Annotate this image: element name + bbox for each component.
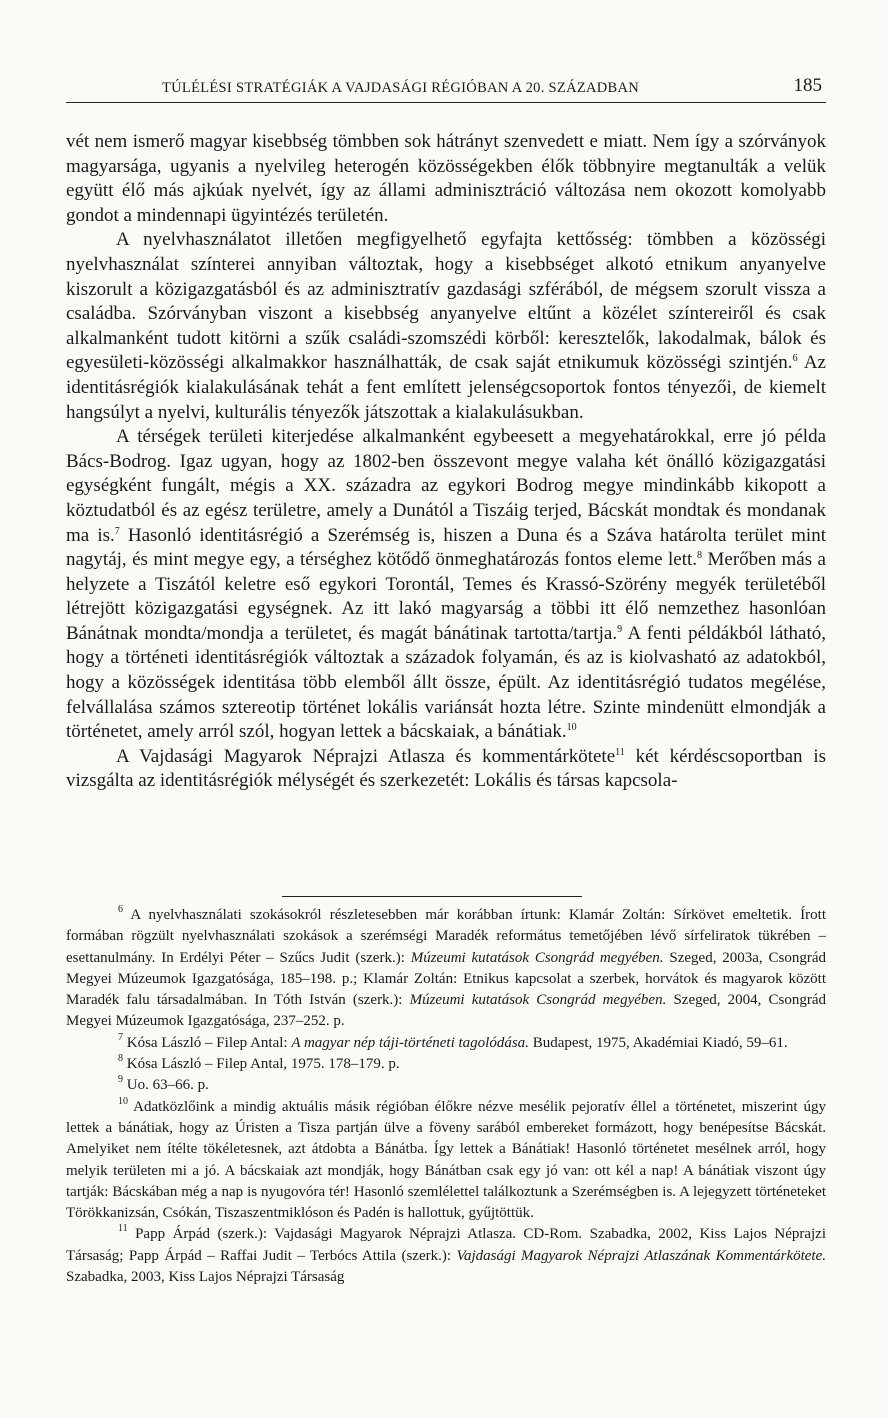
paragraph-3-text-a: A térségek területi kiterjedése alkalmanként egybeesett a megyehatárokkal, erre jó példa Bács-Bodrog. Igaz ugyan, hogy az 1802-ben összevont megye valaha két önálló közigazgatási egységként fungált, mégis a XX. századra az egykori Bodrog megye mindinkább kikopott a köztudatból és az egész területre, amely a Dunától a Tiszáig terjed, Bácskát mondtak és mondanak ma is.: [66, 426, 826, 546]
footnote-7: [66, 1033, 826, 1054]
page-number: 185: [793, 75, 822, 96]
footnote-8: [66, 1054, 826, 1075]
footnote-number: 7: [118, 1031, 123, 1043]
footnote-number: 6: [118, 904, 123, 915]
footnote-text: Papp Árpád (szerk.): Vajdasági Magyarok Néprajzi Atlasza. CD-Rom. Szabadka, 2002, Kiss Lajos Néprajzi Társaság; Papp Árpád – Raffai Judit – Terbócs Attila (szerk.):: [66, 1226, 826, 1264]
paragraph-4: [66, 745, 826, 794]
footnote-text: Adatközlőink a mindig aktuális másik régióban élőkre nézve mesélik pejoratív éllel a történetet, miszerint úgy lettek a bánátiak, hogy az Úristen a Tisza partján ülve a föveny sarából embereket formázott, hogy benépesítse Bácskát. Amelyiket nem ítélte tökéletesnek, azt átdobta a Bánátba. Így lettek a Bánátiak! Hasonló történetet mesélnek arról, hogy melyik területen mi a jó. A bácskaiak azt mondják, hogy Bánátban csak egy jó van: ott kél a nap! A bánátiak viszont úgy tartják: Bácskában még a nap is nyugovóra tér! Hasonló szemlélettel találkoztunk a Szerémségben is. A lejegyzett történeteket Törökkanizsán, Csókán, Tiszaszentmiklóson és Padén is hallottuk, gyűjtöttük.: [66, 1098, 826, 1222]
footnote-10: [66, 1097, 826, 1225]
paragraph-3: [66, 425, 826, 745]
footnote-9: [66, 1075, 826, 1096]
footnote-text: Szabadka, 2003, Kiss Lajos Néprajzi Társaság: [66, 1269, 345, 1286]
running-header: [66, 74, 826, 103]
paragraph-2: [66, 228, 826, 425]
footnotes: [66, 905, 826, 1288]
footnote-text: Szeged, 2003a, Csongrád Megyei Múzeumok Igazgatósága, 185–198. p.; Klamár Zoltán: Etnikus kapcsolat a szerbek, horvátok és magyarok között Maradék falu társadalmában. In Tóth István (szerk.):: [66, 949, 827, 1009]
footnote-11: [66, 1224, 826, 1288]
footnote-6: [66, 905, 826, 1033]
footnote-ref-11[interactable]: 11: [615, 746, 625, 758]
footnote-ref-7[interactable]: 7: [114, 525, 120, 537]
footnote-text: Uo. 63–66. p.: [123, 1077, 209, 1094]
paragraph-2-text-a: A nyelvhasználatot illetően megfigyelhető egyfajta kettősség: tömbben a közösségi nyelvhasználat színterei annyiban változtak, hogy a kisebbséget alkotó etnikum anyanyelve kiszorult a közigazgatásból és az adminisztratív gazdasági szférából, de mégsem szorult vissza a családba. Szórványban viszont a kisebbség anyanyelve eltűnt a közélet színtereiről és csak alkalmanként tudott kitörni a szűk családi-szomszédi körből: keresztelők, lakodalmak, bálok és egyesületi-közösségi alkalmakkor használhatták, de csak saját etnikumuk közösségi szintjén.: [66, 229, 826, 374]
paragraph-2-text-b: Az identitásrégiók kialakulásának tehát a fent említett jelenségcsoportok fontos tényezői, de kiemelt hangsúlyt a nyelvi, kulturális tényezők játszottak a kialakulásukban.: [66, 352, 826, 423]
paragraph-3-text-c: Merőben más a helyzete a Tiszától keletre eső egykori Torontál, Temes és Krassó-Szörény megyék területéből létrejött közigazgatási egységnek. Az itt lakó magyarság a többi itt élő nemzethez hasonlóan Bánátnak mondta/mondja a területet, és magát bánátinak tartotta/tartja.: [66, 549, 826, 644]
footnote-ref-8[interactable]: 8: [697, 550, 703, 562]
footnote-ref-9[interactable]: 9: [617, 623, 623, 635]
main-text: [66, 130, 826, 794]
footnote-number: 10: [118, 1095, 128, 1107]
footnote-italic-title: Vajdasági Magyarok Néprajzi Atlaszának Kommentárkötete.: [456, 1247, 827, 1264]
footnote-italic-title: A magyar nép táji-történeti tagolódása.: [291, 1034, 529, 1051]
footnote-text: Budapest, 1975, Akadémiai Kiadó, 59–61.: [528, 1034, 788, 1051]
footnote-ref-10[interactable]: 10: [566, 722, 577, 734]
footnote-number: 9: [118, 1074, 123, 1086]
footnote-text: Kósa László – Filep Antal, 1975. 178–179. p.: [123, 1056, 400, 1073]
footnote-text: Kósa László – Filep Antal:: [123, 1034, 292, 1051]
footnote-number: 11: [118, 1223, 128, 1235]
paragraph-1-text: vét nem ismerő magyar kisebbség tömbben sok hátrányt szenvedett e miatt. Nem így a szórványok magyarsága, ugyanis a nyelvileg heterogén közösségekben élők többnyire megtanulták a velük együtt élő más ajkúak nyelvét, így az állami adminisztráció változása nem okozott komolyabb gondot a mindennapi ügyintézés területén.: [66, 131, 826, 226]
paragraph-3-text-d: A fenti példákból látható, hogy a történeti identitásrégiók változtak a századok folyamán, és az is kiolvasható az adatokból, hogy a közösségek identitása több elemből állt össze, épült. Az identitásrégió tudatos megélése, felvállalása számos sztereotip történet lokális variánsát hozta létre. Szinte mindenütt elmondják a történetet, amely arról szól, hogyan lettek a bácskaiak, a bánátiak.: [66, 622, 826, 743]
footnote-text: A nyelvhasználati szokásokról részletesebben már korábban írtunk: Klamár Zoltán: Sírkövet emeltetik. Írott formában rögzült nyelvhasználati szokások a szerémségi Maradék református temetőjében lévő sírfeliratok tükrében – esettanulmány. In Erdélyi Péter – Szűcs Judit (szerk.):: [66, 907, 826, 966]
paragraph-1: [66, 130, 826, 228]
paragraph-4-text-a: A Vajdasági Magyarok Néprajzi Atlasza és kommentárkötete: [116, 745, 616, 767]
paragraph-4-text-b: két kérdéscsoportban is vizsgálta az identitásrégiók mélységét és szerkezetét: Lokális és társas kapcsola-: [66, 745, 826, 792]
footnote-italic-title: Múzeumi kutatások Csongrád megyében.: [410, 949, 664, 966]
footnote-italic-title: Múzeumi kutatások Csongrád megyében.: [409, 992, 667, 1009]
footnote-text: Szeged, 2004, Csongrád Megyei Múzeumok Igazgatósága, 237–252. p.: [66, 992, 826, 1030]
footnote-ref-6[interactable]: 6: [792, 353, 798, 365]
paragraph-3-text-b: Hasonló identitásrégió a Szerémség is, hiszen a Duna és a Száva határolta terület mint nagytáj, és mint megye egy, a térséghez kötődő önmeghatározás fontos eleme lett.: [66, 524, 826, 571]
running-title: TÚLÉLÉSI STRATÉGIÁK A VAJDASÁGI RÉGIÓBAN A 20. SZÁZADBAN: [162, 80, 640, 96]
footnote-number: 8: [118, 1053, 123, 1065]
footnote-separator: [282, 896, 582, 897]
